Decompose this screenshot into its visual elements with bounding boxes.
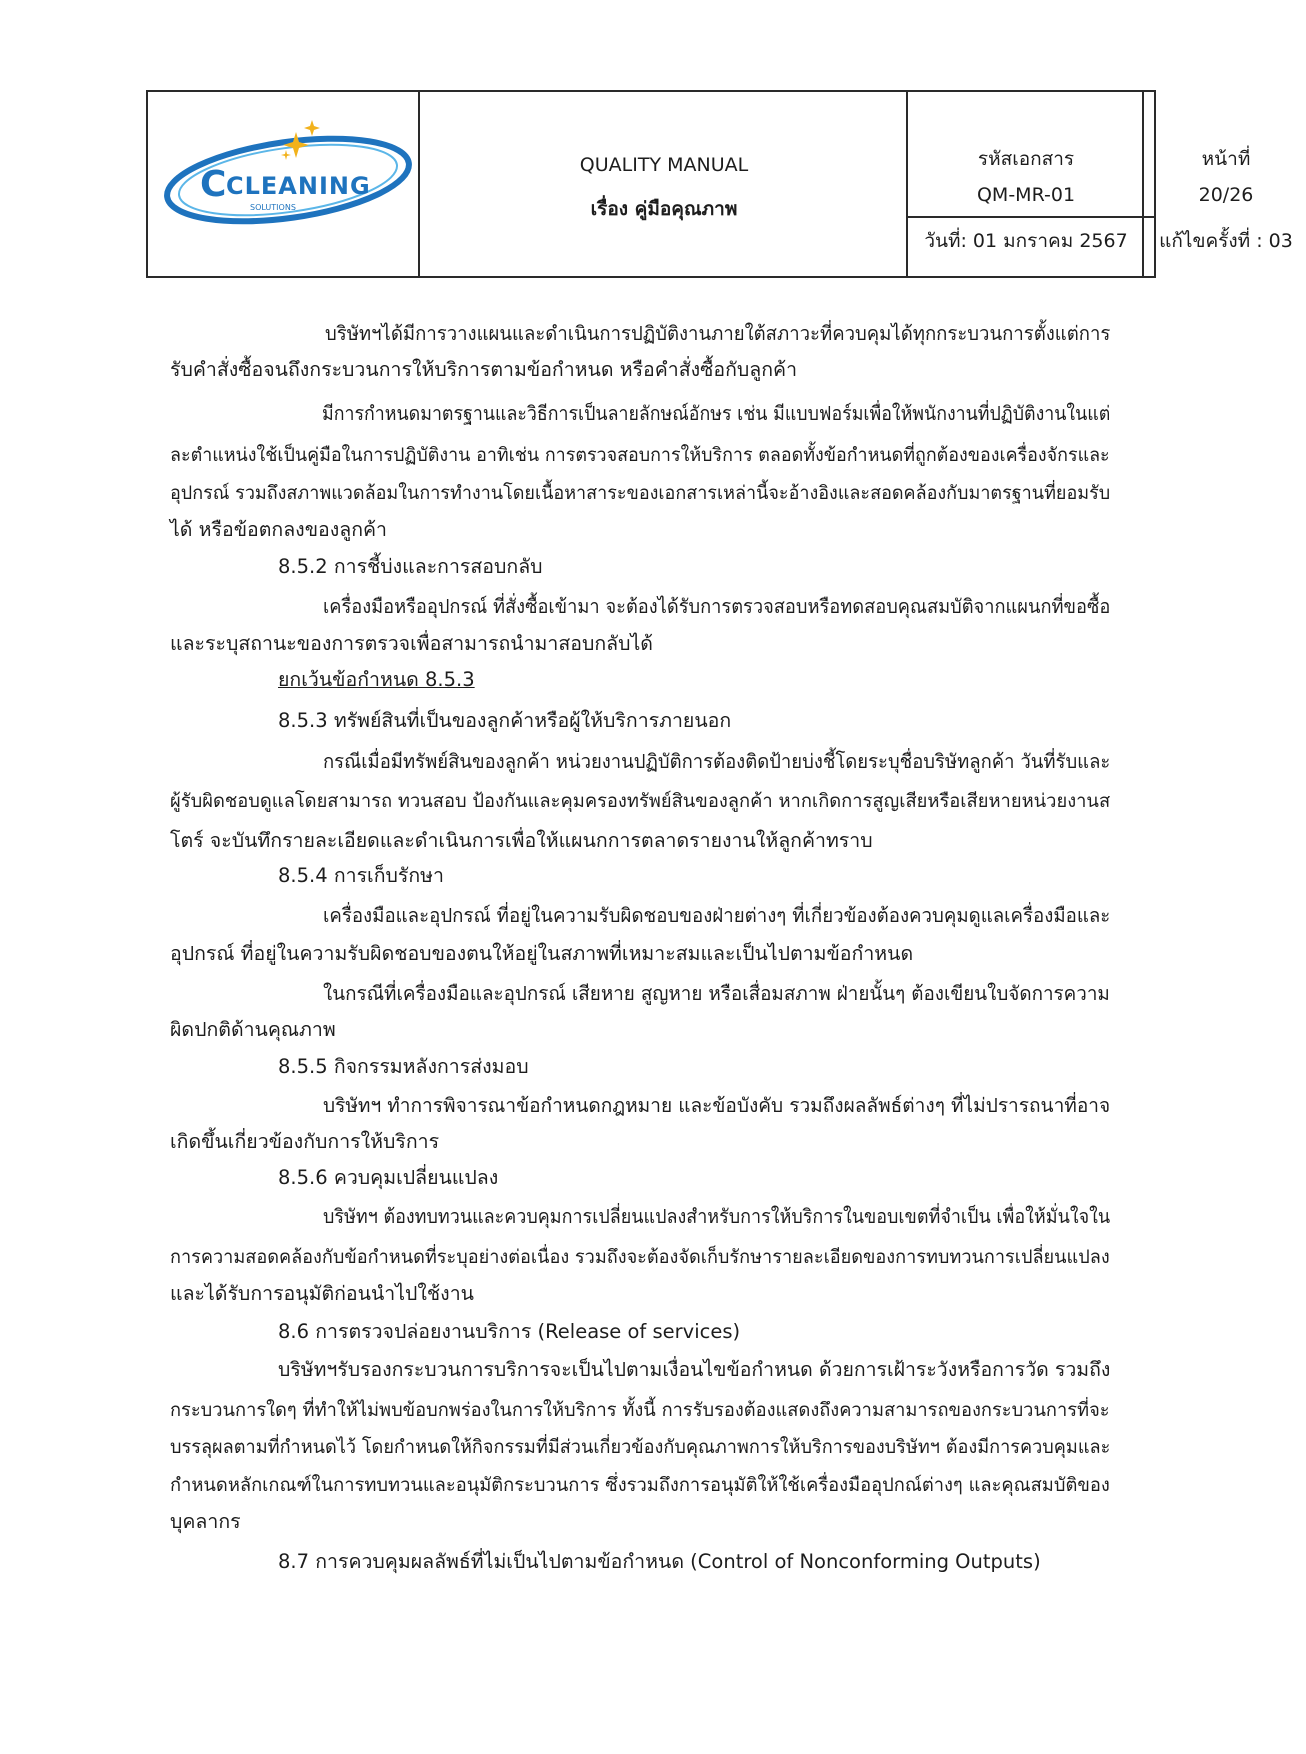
body-line: และได้รับการอนุมัติก่อนนำไปใช้งาน — [170, 1282, 474, 1305]
logo-cell — [148, 92, 420, 276]
logo-brand-text: CLEANING — [226, 172, 371, 200]
document-header-table — [146, 90, 1293, 278]
exception-note: ยกเว้นข้อกำหนด 8.5.3 — [278, 668, 475, 691]
body-line: บริษัทฯได้มีการวางแผนและดำเนินการปฏิบัติงานภายใต้สภาวะที่ควบคุมได้ทุกกระบวนการตั้งแต่การ — [325, 322, 1111, 345]
body-line: อุปกรณ์ รวมถึงสภาพแวดล้อมในการทำงานโดยเนื้อหาสาระของเอกสารเหล่านี้จะอ้างอิงและสอดคล้องกับมาตรฐานที่ยอมรับ — [170, 483, 1111, 504]
doc-code-value: QM-MR-01 — [976, 184, 1076, 206]
body-line: บุคลากร — [170, 1510, 241, 1533]
page-info-cell — [1151, 92, 1306, 276]
body-line: เกิดขึ้นเกี่ยวข้องกับการให้บริการ — [170, 1130, 440, 1153]
page-value: 20/26 — [1198, 184, 1254, 206]
section-heading: 8.5.4 การเก็บรักษา — [278, 864, 444, 887]
section-heading: 8.5.5 กิจกรรมหลังการส่งมอบ — [278, 1055, 529, 1078]
body-line: ผู้รับผิดชอบดูแลโดยสามารถ ทวนสอบ ป้องกันและคุมครองทรัพย์สินของลูกค้า หากเกิดการสูญเสียหรือเสียหายหน่วยงานส — [170, 791, 1111, 812]
svg-text:C: C — [200, 164, 227, 205]
body-line: เครื่องมือหรืออุปกรณ์ ที่สั่งซื้อเข้ามา จะต้องได้รับการตรวจสอบหรือทดสอบคุณสมบัติจากแผนกที่ขอซื้อ — [323, 595, 1111, 618]
section-heading: 8.6 การตรวจปล่อยงานบริการ (Release of services) — [278, 1320, 741, 1343]
doc-date: วันที่: 01 มกราคม 2567 — [924, 230, 1128, 252]
body-line: ในกรณีที่เครื่องมือและอุปกรณ์ เสียหาย สูญหาย หรือเสื่อมสภาพ ฝ่ายนั้นๆ ต้องเขียนใบจัดการความ — [323, 982, 1110, 1005]
body-line: เครื่องมือและอุปกรณ์ ที่อยู่ในความรับผิดชอบของฝ่ายต่างๆ ที่เกี่ยวข้องต้องควบคุมดูแลเครื่องมือและ — [323, 904, 1111, 927]
body-line: และระบุสถานะของการตรวจเพื่อสามารถนำมาสอบกลับได้ — [170, 632, 653, 655]
body-line: มีการกำหนดมาตรฐานและวิธีการเป็นลายลักษณ์อักษร เช่น มีแบบฟอร์มเพื่อให้พนักงานที่ปฏิบัติงานในแต่ — [322, 402, 1111, 425]
manual-title-en: QUALITY MANUAL — [579, 154, 749, 176]
body-line: ละตำแหน่งใช้เป็นคู่มือในการปฏิบัติงาน อาทิเช่น การตรวจสอบการให้บริการ ตลอดทั้งข้อกำหนดที่ถูกต้องของเครื่องจักรและ — [170, 445, 1110, 466]
title-cell — [420, 92, 908, 276]
body-line: รับคำสั่งซื้อจนถึงกระบวนการให้บริการตามข้อกำหนด หรือคำสั่งซื้อกับลูกค้า — [170, 358, 798, 381]
section-heading: 8.5.3 ทรัพย์สินที่เป็นของลูกค้าหรือผู้ให้บริการภายนอก — [278, 709, 732, 732]
body-line: ผิดปกติด้านคุณภาพ — [170, 1018, 336, 1041]
manual-title-th: เรื่อง คู่มือคุณภาพ — [590, 198, 738, 220]
body-line: บริษัทฯรับรองกระบวนการบริการจะเป็นไปตามเงื่อนไขข้อกำหนด ด้วยการเฝ้าระวังหรือการวัด รวมถึง — [278, 1358, 1111, 1381]
section-heading: 8.5.6 ควบคุมเปลี่ยนแปลง — [278, 1166, 499, 1189]
section-heading: 8.7 การควบคุมผลลัพธ์ที่ไม่เป็นไปตามข้อกำหนด (Control of Nonconforming Outputs) — [278, 1550, 1041, 1573]
revision-label: แก้ไขครั้งที่ : 03 — [1159, 230, 1293, 252]
body-line: การความสอดคล้องกับข้อกำหนดที่ระบุอย่างต่อเนื่อง รวมถึงจะต้องจัดเก็บรักษารายละเอียดของการทบทวนการเปลี่ยนแปลง — [170, 1247, 1110, 1268]
body-line: กรณีเมื่อมีทรัพย์สินของลูกค้า หน่วยงานปฏิบัติการต้องติดป้ายบ่งชี้โดยระบุชื่อบริษัทลูกค้า วันที่รับและ — [323, 750, 1111, 773]
logo-tagline-text: SOLUTIONS — [250, 203, 296, 212]
body-line: ได้ หรือข้อตกลงของลูกค้า — [170, 518, 388, 541]
page-label: หน้าที่ — [1201, 148, 1251, 170]
section-heading: 8.5.2 การชี้บ่งและการสอบกลับ — [278, 555, 543, 578]
body-line: บรรลุผลตามที่กำหนดไว้ โดยกำหนดให้กิจกรรมที่มีส่วนเกี่ยวข้องกับคุณภาพการให้บริการของบริษัทฯ ต้องมีการควบคุมและ — [170, 1437, 1111, 1458]
body-line: โตร์ จะบันทึกรายละเอียดและดำเนินการเพื่อให้แผนกการตลาดรายงานให้ลูกค้าทราบ — [170, 829, 873, 852]
body-line: กำหนดหลักเกณฑ์ในการทบทวนและอนุมัติกระบวนการ ซึ่งรวมถึงการอนุมัติให้ใช้เครื่องมืออุปกณ์ต่างๆ และคุณสมบัติของ — [170, 1475, 1110, 1496]
header-divider — [908, 216, 1154, 218]
body-line: บริษัทฯ ทำการพิจารณาข้อกำหนดกฎหมาย และข้อบังคับ รวมถึงผลลัพธ์ต่างๆ ที่ไม่ปรารถนาที่อาจ — [323, 1094, 1111, 1117]
doc-code-cell — [908, 92, 1144, 276]
cleaning-logo — [148, 92, 420, 276]
body-line: อุปกรณ์ ที่อยู่ในความรับผิดชอบของตนให้อยู่ในสภาพที่เหมาะสมและเป็นไปตามข้อกำหนด — [170, 942, 914, 965]
body-line: บริษัทฯ ต้องทบทวนและควบคุมการเปลี่ยนแปลงสำหรับการให้บริการในขอบเขตที่จำเป็น เพื่อให้มั่นใจใน — [323, 1205, 1111, 1228]
doc-code-label: รหัสเอกสาร — [977, 148, 1075, 170]
body-line: กระบวนการใดๆ ที่ทำให้ไม่พบข้อบกพร่องในการให้บริการ ทั้งนี้ การรับรองต้องแสดงถึงความสามารถของกระบวนการที่จะ — [170, 1400, 1110, 1421]
